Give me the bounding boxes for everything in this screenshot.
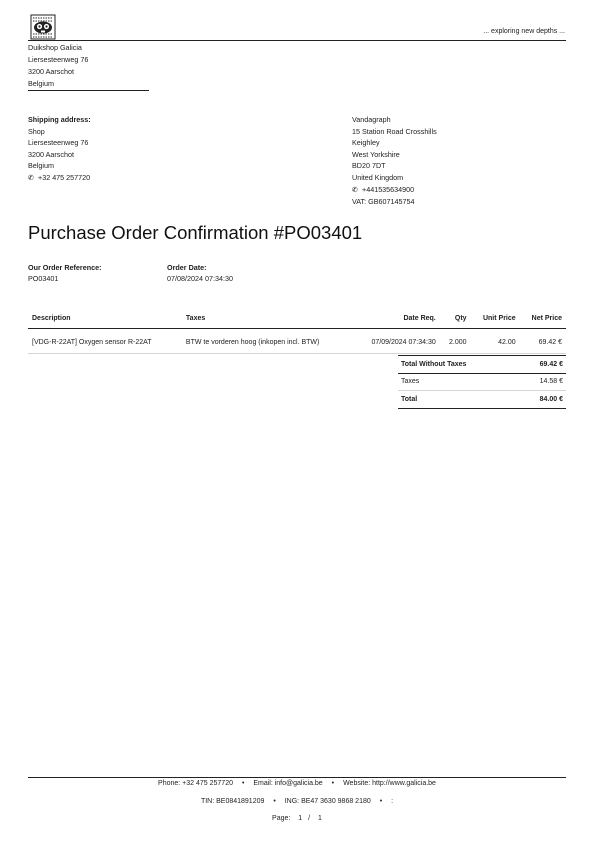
- document-title: Purchase Order Confirmation #PO03401: [28, 222, 363, 243]
- order-reference: [28, 262, 102, 284]
- order-lines-table: [28, 309, 566, 354]
- footer-phone: Phone: +32 475 257720: [158, 780, 233, 787]
- line-qty: 2.000: [440, 329, 471, 354]
- order-date-value: 07/08/2024 07:34:30: [167, 274, 233, 283]
- vendor-town: Keighley: [352, 138, 380, 148]
- col-taxes: Taxes: [182, 309, 353, 329]
- col-unit-price: Unit Price: [471, 309, 520, 329]
- page-slash: /: [308, 815, 311, 822]
- total-value: 84.00 €: [539, 395, 563, 403]
- table-header-row: [28, 309, 566, 329]
- line-unit-price: 42.00: [471, 329, 520, 354]
- company-street: Liersesteenweg 76: [28, 55, 89, 64]
- shipping-phone-line: [28, 172, 91, 185]
- vendor-postcode: BD20 7DT: [352, 161, 386, 171]
- totals-total-row: [398, 391, 566, 409]
- footer-bullet: •: [241, 780, 245, 787]
- order-reference-value: PO03401: [28, 274, 59, 283]
- totals-taxes-row: [398, 374, 566, 392]
- col-date-req: Date Req.: [353, 309, 440, 329]
- shipping-label: Shipping address:: [28, 115, 91, 124]
- untaxed-label: Total Without Taxes: [401, 360, 467, 368]
- footer-bank: ING: BE47 3630 9868 2180: [284, 798, 371, 805]
- line-description: [VDG-R-22AT] Oxygen sensor R-22AT: [28, 329, 182, 354]
- taxes-label: Taxes: [401, 378, 420, 386]
- company-tagline: ... exploring new depths ...: [483, 28, 565, 35]
- shipping-name: Shop: [28, 126, 45, 136]
- page-label: Page:: [272, 815, 291, 822]
- table-row: [28, 329, 566, 354]
- untaxed-value: 69.42 €: [539, 360, 563, 368]
- footer-website: Website: http://www.galicia.be: [343, 780, 436, 787]
- shipping-country: Belgium: [28, 161, 54, 171]
- phone-icon: ✆: [352, 186, 358, 194]
- footer-bullet: •: [273, 798, 276, 805]
- page-current: 1: [298, 815, 303, 822]
- shipping-phone: +32 475 257720: [38, 172, 91, 182]
- total-label: Total: [401, 395, 418, 403]
- company-country: Belgium: [28, 79, 54, 88]
- vendor-address: [352, 114, 437, 208]
- col-qty: Qty: [440, 309, 471, 329]
- shipping-street: Liersesteenweg 76: [28, 138, 89, 148]
- taxes-value: 14.58 €: [539, 378, 563, 386]
- footer-bullet: •: [331, 780, 335, 787]
- totals-untaxed-row: [398, 355, 566, 374]
- vendor-vat: VAT: GB607145754: [352, 197, 415, 207]
- vendor-name: Vandagraph: [352, 115, 391, 124]
- company-logo: [30, 14, 56, 40]
- vendor-county: West Yorkshire: [352, 149, 400, 159]
- vendor-street: 15 Station Road Crosshills: [352, 126, 437, 136]
- line-date-req: 07/09/2024 07:34:30: [353, 329, 440, 354]
- vendor-phone: +441535634900: [362, 184, 415, 194]
- vendor-phone-line: [352, 184, 437, 197]
- order-date: [167, 262, 233, 284]
- footer-email: Email: info@galicia.be: [253, 780, 323, 787]
- company-city: 3200 Aarschot: [28, 67, 74, 76]
- col-net-price: Net Price: [520, 309, 566, 329]
- totals-block: [398, 355, 566, 409]
- order-reference-label: Our Order Reference:: [28, 263, 102, 272]
- order-date-label: Order Date:: [167, 263, 207, 272]
- company-name: Duikshop Galicia: [28, 43, 82, 52]
- vendor-country: United Kingdom: [352, 172, 404, 182]
- header-divider: [28, 40, 566, 41]
- line-taxes: BTW te vorderen hoog (inkopen incl. BTW): [182, 329, 353, 354]
- col-description: Description: [28, 309, 182, 329]
- shipping-address: [28, 114, 91, 185]
- company-address: [28, 42, 149, 91]
- footer-legal-line: [28, 796, 566, 807]
- page-total: 1: [318, 815, 322, 822]
- shipping-city: 3200 Aarschot: [28, 149, 74, 159]
- footer-tin: TIN: BE0841891209: [200, 798, 265, 805]
- footer-bank-trail: :: [391, 798, 394, 805]
- page-number: [28, 813, 566, 824]
- footer-bullet: •: [379, 798, 383, 805]
- phone-icon: ✆: [28, 174, 34, 182]
- footer-contact-line: [28, 778, 566, 789]
- line-net-price: 69.42 €: [520, 329, 566, 354]
